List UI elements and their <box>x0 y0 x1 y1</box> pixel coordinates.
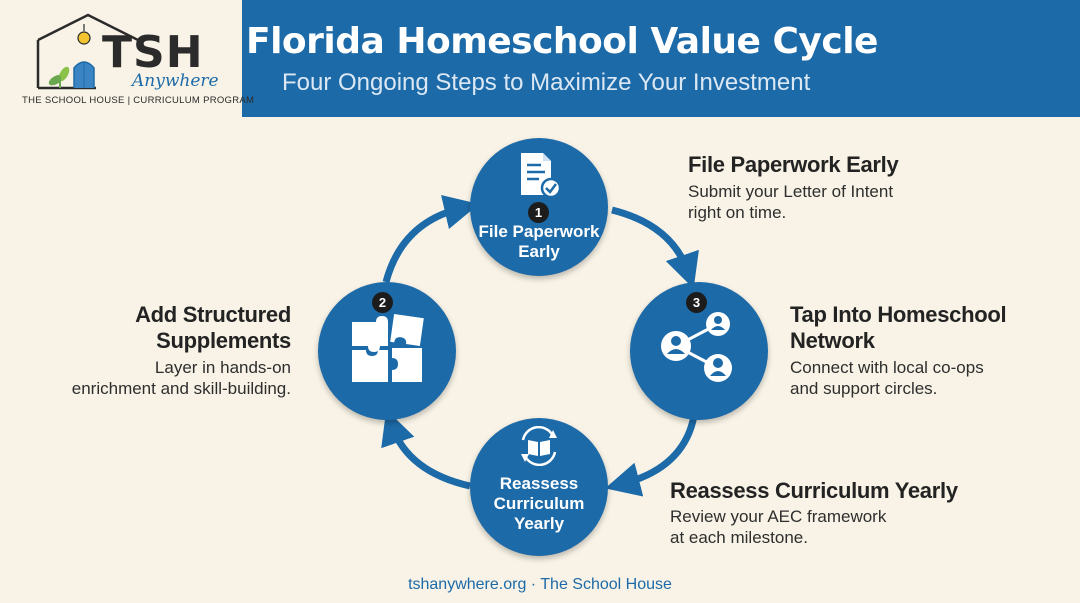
step-1-heading: File Paperwork Early <box>688 152 899 177</box>
network-people-icon <box>656 310 740 390</box>
step-2-badge: 2 <box>372 292 393 313</box>
step-4-circle-label: Reassess Curriculum Yearly <box>493 474 585 533</box>
step-2-description <box>31 357 291 399</box>
arrow-4-to-2 <box>392 426 470 486</box>
arrow-2-to-1 <box>386 208 462 282</box>
step-3-description <box>790 357 984 399</box>
logo-tagline: THE SCHOOL HOUSE | CURRICULUM PROGRAM <box>22 95 255 106</box>
step-2-heading: Add Structured Supplements <box>135 302 291 353</box>
step-3-circle <box>630 282 768 420</box>
arrow-1-to-3 <box>612 210 688 272</box>
step-1-desc-line: Submit your Letter of Intent <box>688 182 894 201</box>
step-4-heading: Reassess Curriculum Yearly <box>670 478 958 503</box>
logo-wordmark: TSH <box>102 27 204 78</box>
step-1-circle-label: File Paperwork Early <box>478 222 600 261</box>
step-3-desc-line: Connect with local co-ops <box>790 358 984 377</box>
arrow-3-to-4 <box>622 416 694 484</box>
puzzle-pieces-icon <box>350 314 424 384</box>
step-3-badge: 3 <box>686 292 707 313</box>
book-cycle-icon <box>517 426 561 466</box>
step-2-circle <box>318 282 456 420</box>
step-4-description <box>670 506 886 548</box>
step-1-badge: 1 <box>528 202 549 223</box>
step-3-desc-line: and support circles. <box>790 379 938 398</box>
page-title: Florida Homeschool Value Cycle <box>246 21 878 62</box>
logo-script: Anywhere <box>132 71 219 91</box>
document-check-icon <box>519 151 561 199</box>
step-4-desc-line: at each milestone. <box>670 528 808 547</box>
step-4-desc-line: Review your AEC framework <box>670 507 887 526</box>
page-subtitle: Four Ongoing Steps to Maximize Your Investment <box>282 69 811 96</box>
step-1-circle <box>470 138 608 276</box>
step-4-circle <box>470 418 608 556</box>
step-1-description <box>688 181 893 223</box>
step-1-desc-line: right on time. <box>688 203 787 222</box>
step-2-desc-line: enrichment and skill-building. <box>71 379 291 398</box>
step-2-desc-line: Layer in hands-on <box>154 358 291 377</box>
step-3-heading: Tap Into Homeschool Network <box>790 302 1007 353</box>
footer-link[interactable]: tshanywhere.org · The School House <box>408 576 672 593</box>
